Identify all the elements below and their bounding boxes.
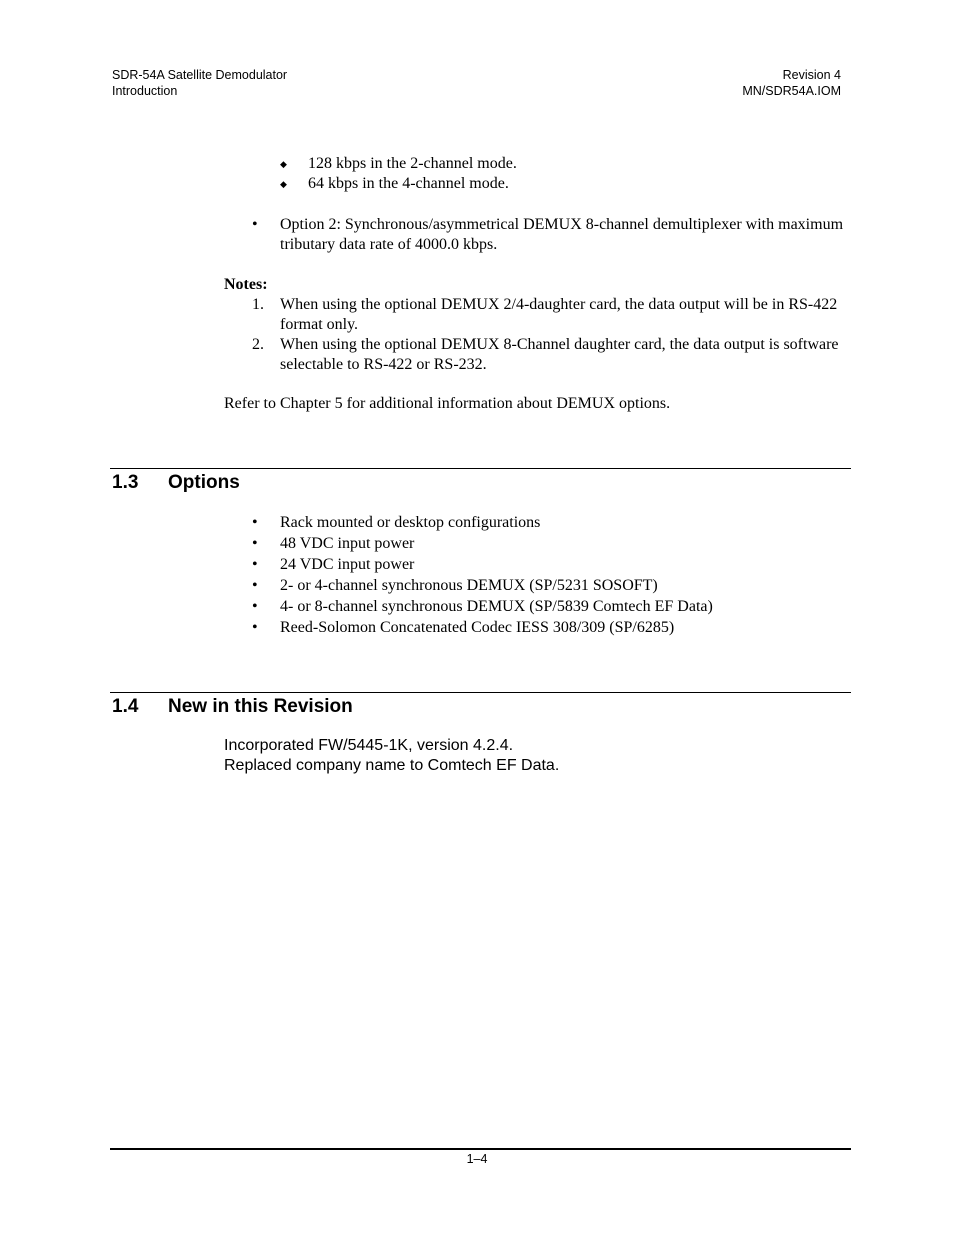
notes-heading: Notes: [224, 276, 268, 293]
bullet-icon: • [252, 556, 258, 573]
list-item: • 48 VDC input power [252, 535, 415, 552]
section-title: New in this Revision [168, 696, 353, 717]
options-list [252, 512, 852, 638]
note-item: 2. When using the optional DEMUX 8-Channel daughter card, the data output is software selectable to RS-422 or RS-232. [252, 336, 839, 373]
bullet-icon: • [252, 535, 258, 552]
revision-line: Incorporated FW/5445-1K, version 4.2.4. [224, 737, 514, 754]
section-divider [110, 692, 851, 693]
list-item: • 2- or 4-channel synchronous DEMUX (SP/5231 SOSOFT) [252, 577, 658, 594]
section-title: Options [168, 472, 240, 493]
footer-divider [110, 1148, 851, 1150]
revision-line: Replaced company name to Comtech EF Data. [224, 757, 560, 774]
section-number: 1.3 [112, 472, 139, 493]
bullet-icon: • [252, 514, 258, 531]
list-item: • 4- or 8-channel synchronous DEMUX (SP/5839 Comtech EF Data) [252, 598, 713, 615]
diamond-bullet-icon: ◆ [280, 179, 287, 189]
section-heading-new-revision [112, 695, 353, 719]
rate-list [280, 154, 517, 194]
document-number: MN/SDR54A.IOM [742, 84, 841, 98]
page-header-right [742, 67, 841, 99]
list-item [252, 215, 852, 255]
list-item: ◆ 128 kbps in the 2-channel mode. [280, 155, 517, 172]
list-item: • Reed-Solomon Concatenated Codec IESS 308/309 (SP/6285) [252, 619, 675, 636]
bullet-icon: • [252, 577, 258, 594]
list-item: • 24 VDC input power [252, 556, 415, 573]
option2-text: Option 2: Synchronous/asymmetrical DEMUX 8-channel demultiplexer with maximum tributary data rate of 4000.0 kbps. [280, 216, 844, 253]
refer-text: Refer to Chapter 5 for additional information about DEMUX options. [224, 395, 671, 412]
diamond-bullet-icon: ◆ [280, 159, 287, 169]
section-number: 1.4 [112, 696, 139, 717]
notes-list [252, 295, 852, 375]
revision-notes [224, 736, 559, 776]
document-title: SDR-54A Satellite Demodulator [112, 68, 288, 82]
list-item: • Rack mounted or desktop configurations [252, 514, 541, 531]
chapter-title: Introduction [112, 84, 178, 98]
option2-list [252, 215, 852, 255]
page-header-left [112, 67, 287, 99]
revision-label: Revision 4 [782, 68, 841, 82]
page-number: 1–4 [466, 1152, 488, 1166]
bullet-icon: • [252, 216, 258, 233]
note-item: 1. When using the optional DEMUX 2/4-daughter card, the data output will be in RS-422 format only. [252, 296, 838, 333]
section-divider [110, 468, 851, 469]
section-heading-options [112, 471, 240, 495]
bullet-icon: • [252, 619, 258, 636]
list-item: ◆ 64 kbps in the 4-channel mode. [280, 175, 509, 192]
bullet-icon: • [252, 598, 258, 615]
